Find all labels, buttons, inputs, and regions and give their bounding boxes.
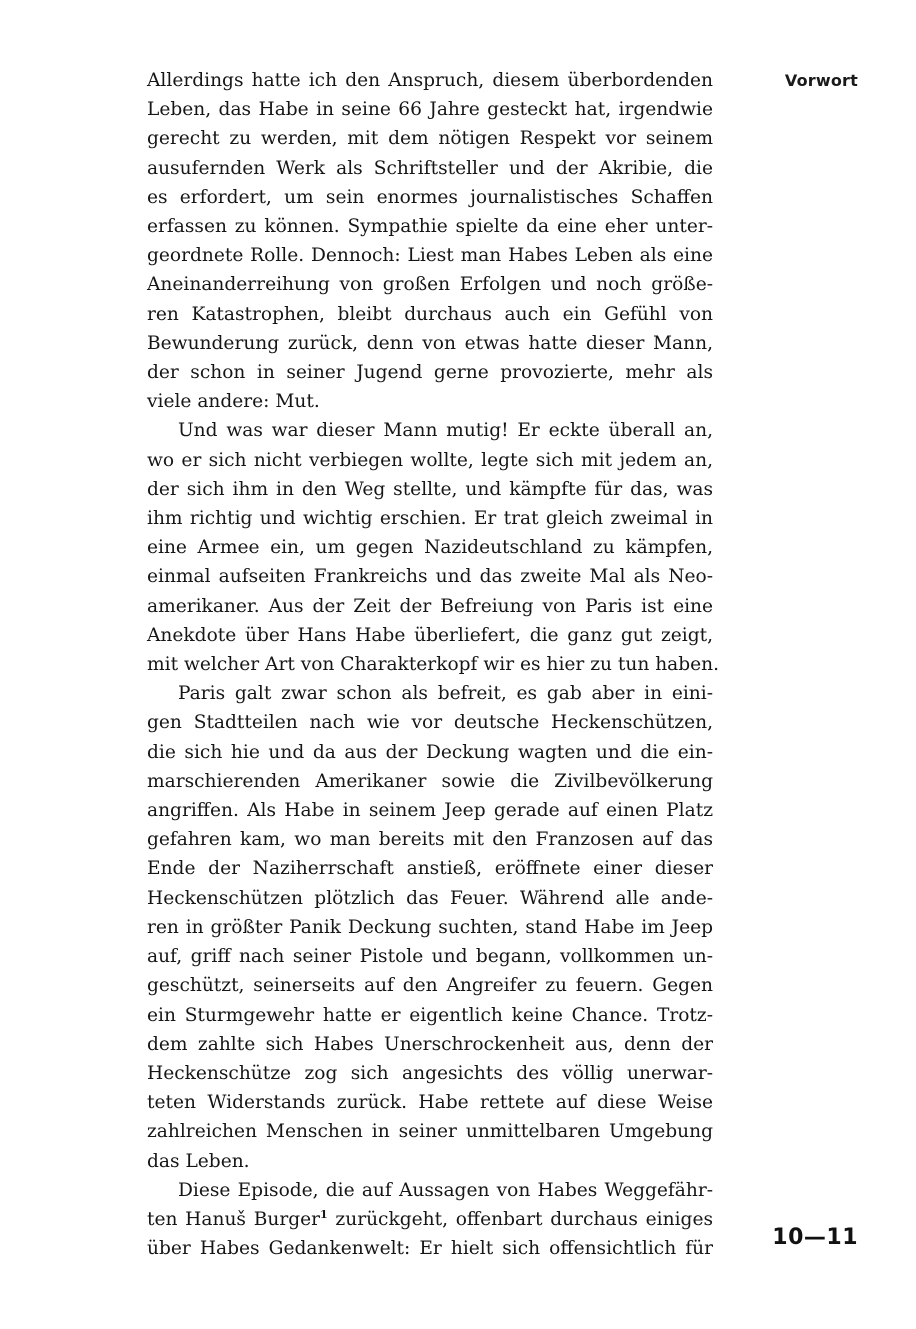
text-line: zahlreichen Menschen in seiner unmittelbaren Umgebung: [147, 1121, 713, 1143]
footnote-marker[interactable]: 1: [320, 1207, 328, 1221]
text-line: ihm richtig und wichtig erschien. Er trat gleich zweimal in: [147, 508, 713, 530]
text-line: Diese Episode, die auf Aussagen von Habes Weggefähr-: [178, 1179, 713, 1201]
text-segment: zurückgeht, offenbart durchaus einiges: [327, 1208, 713, 1230]
text-line: einmal aufseiten Frankreichs und das zweite Mal als Neo-: [147, 566, 713, 588]
text-line: Und was war dieser Mann mutig! Er eckte überall an,: [178, 420, 713, 442]
text-line: mit welcher Art von Charakterkopf wir es hier zu tun haben.: [147, 654, 720, 676]
text-line: Paris galt zwar schon als befreit, es gab aber in eini-: [178, 683, 713, 705]
paragraph-4: [147, 1176, 713, 1264]
text-line: es erfordert, um sein enormes journalistisches Schaffen: [147, 186, 713, 208]
text-line: die sich hie und da aus der Deckung wagten und die ein-: [147, 741, 713, 763]
text-line: ren Katastrophen, bleibt durchaus auch ein Gefühl von: [147, 303, 713, 325]
text-line: amerikaner. Aus der Zeit der Befreiung von Paris ist eine: [147, 595, 713, 617]
text-line: ren in größter Panik Deckung suchten, stand Habe im Jeep: [147, 916, 713, 938]
text-line: gen Stadtteilen nach wie vor deutsche Heckenschützen,: [147, 712, 713, 734]
paragraph-2: [147, 416, 720, 679]
text-line: erfassen zu können. Sympathie spielte da eine eher unter-: [147, 216, 713, 238]
text-line: angriffen. Als Habe in seinem Jeep gerade auf einen Platz: [147, 800, 713, 822]
text-line: marschierenden Amerikaner sowie die Zivilbevölkerung: [147, 770, 713, 792]
text-line: Leben, das Habe in seine 66 Jahre gesteckt hat, irgendwie: [147, 99, 713, 121]
text-line: gefahren kam, wo man bereits mit den Franzosen auf das: [147, 829, 713, 851]
running-head: Vorwort: [784, 71, 858, 90]
text-segment: ten Hanuš Burger: [147, 1208, 321, 1230]
text-line: wo er sich nicht verbiegen wollte, legte sich mit jedem an,: [147, 449, 713, 471]
text-line: der schon in seiner Jugend gerne provozierte, mehr als: [147, 362, 713, 384]
paragraph-3: [147, 679, 713, 1175]
text-line: geordnete Rolle. Dennoch: Liest man Habes Leben als eine: [147, 245, 713, 267]
text-line: eine Armee ein, um gegen Nazideutschland zu kämpfen,: [147, 537, 713, 559]
text-line: gerecht zu werden, mit dem nötigen Respekt vor seinem: [147, 128, 713, 150]
text-line: viele andere: Mut.: [147, 391, 320, 413]
body-text: [147, 66, 720, 1263]
text-line: ein Sturmgewehr hatte er eigentlich keine Chance. Trotz-: [147, 1004, 713, 1026]
text-line: Aneinanderreihung von großen Erfolgen und noch größe-: [147, 274, 713, 296]
text-line: Allerdings hatte ich den Anspruch, diesem überbordenden: [147, 70, 713, 91]
text-line: Ende der Naziherrschaft anstieß, eröffnete einer dieser: [147, 858, 713, 880]
page-number: 10—11: [772, 1225, 858, 1250]
text-line: auf, griff nach seiner Pistole und begann, vollkommen un-: [147, 946, 713, 968]
text-line: das Leben.: [147, 1150, 250, 1172]
text-line: Bewunderung zurück, denn von etwas hatte dieser Mann,: [147, 332, 713, 354]
text-line: geschützt, seinerseits auf den Angreifer zu feuern. Gegen: [147, 975, 713, 997]
text-line: der sich ihm in den Weg stellte, und kämpfte für das, was: [147, 478, 713, 500]
text-line: dem zahlte sich Habes Unerschrockenheit aus, denn der: [147, 1033, 713, 1055]
text-line: Heckenschützen plötzlich das Feuer. Während alle ande-: [147, 887, 713, 909]
text-line: Heckenschütze zog sich angesichts des völlig unerwar-: [147, 1062, 713, 1084]
text-line: ausufernden Werk als Schriftsteller und der Akribie, die: [147, 157, 713, 179]
paragraph-1: [147, 66, 713, 416]
text-line: teten Widerstands zurück. Habe rettete auf diese Weise: [147, 1092, 713, 1114]
text-line: über Habes Gedankenwelt: Er hielt sich offensichtlich für: [147, 1238, 713, 1260]
text-line: [147, 1205, 713, 1234]
text-line: Anekdote über Hans Habe überliefert, die ganz gut zeigt,: [147, 624, 713, 646]
